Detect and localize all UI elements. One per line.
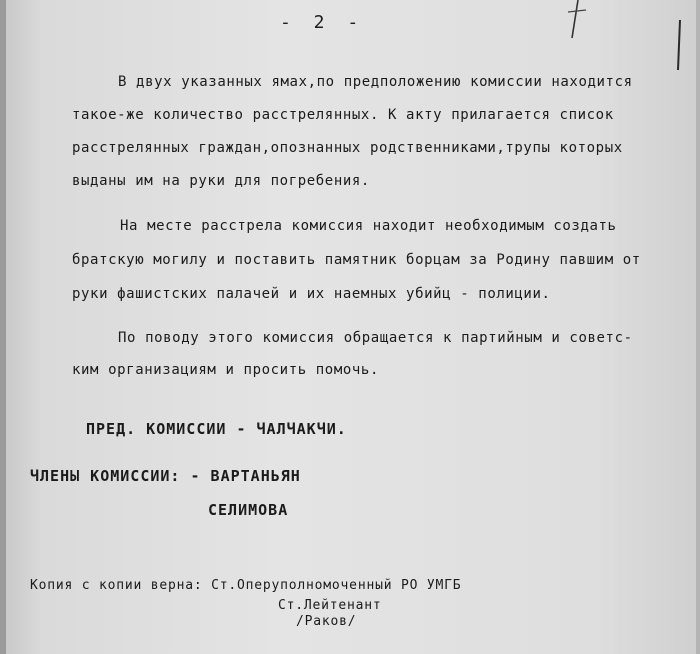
- officer-name: /Раков/: [296, 614, 357, 629]
- paragraph-3-line-1: По поводу этого комиссия обращается к партийным и советс-: [118, 330, 633, 346]
- paragraph-2-line-2: братскую могилу и поставить памятник борцам за Родину павшим от: [72, 252, 641, 268]
- commission-chair-signature: ПРЕД. КОМИССИИ - ЧАЛЧАКЧИ.: [86, 420, 347, 438]
- paragraph-1-line-2: такое-же количество расстрелянных. К акту прилагается список: [72, 107, 614, 123]
- paragraph-1-line-1: В двух указанных ямах,по предположению комиссии находится: [118, 74, 633, 90]
- copy-certification: Копия с копии верна: Ст.Оперуполномоченный РО УМГБ: [30, 578, 462, 593]
- scan-edge-left: [0, 0, 6, 654]
- paragraph-3-line-2: ким организациям и просить помочь.: [72, 362, 379, 378]
- pen-mark-top: [560, 0, 590, 40]
- commission-member-selimova: СЕЛИМОВА: [208, 501, 289, 519]
- paragraph-1-line-3: расстрелянных граждан,опознанных родственниками,трупы которых: [72, 140, 623, 156]
- paragraph-2-line-1: На месте расстрела комиссия находит необходимым создать: [120, 218, 617, 234]
- scan-edge-right: [696, 0, 700, 654]
- paragraph-2-line-3: руки фашистских палачей и их наемных убийц - полиции.: [72, 286, 551, 302]
- page-number: - 2 -: [280, 12, 365, 33]
- officer-rank: Ст.Лейтенант: [278, 598, 382, 613]
- paragraph-1-line-4: выданы им на руки для погребения.: [72, 173, 370, 189]
- pen-mark-right: [670, 20, 690, 70]
- commission-members-label: ЧЛЕНЫ КОМИССИИ: - ВАРТАНЬЯН: [30, 467, 301, 485]
